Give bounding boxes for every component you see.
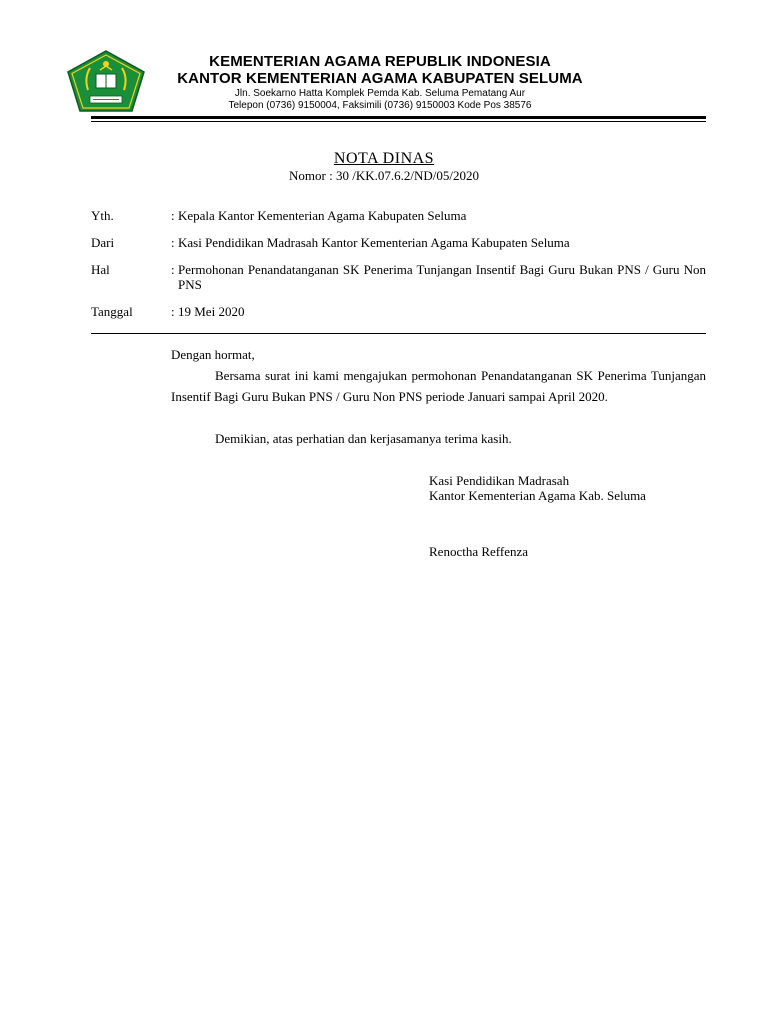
document-number: Nomor : 30 /KK.07.6.2/ND/05/2020	[289, 168, 479, 183]
field-colon: :	[171, 262, 175, 277]
field-colon: :	[171, 235, 175, 250]
field-colon: :	[171, 304, 175, 319]
field-value: 19 Mei 2020	[178, 304, 245, 319]
body-paragraph: Bersama surat ini kami mengajukan permohonan Penandatanganan SK Penerima Tunjangan Insentif Bagi Guru Bukan PNS / Guru Non PNS periode Januari sampai April 2020.	[171, 368, 706, 404]
field-colon: :	[171, 208, 175, 223]
field-value: Permohonan Penandatanganan SK Penerima Tunjangan Insentif Bagi Guru Bukan PNS / Guru Non PNS	[178, 262, 706, 292]
letterhead-rule-thin	[91, 121, 706, 122]
closing-sentence: Demikian, atas perhatian dan kerjasamanya terima kasih.	[215, 431, 512, 446]
office-contact: Telepon (0736) 9150004, Faksimili (0736) 9150003 Kode Pos 38576	[228, 100, 532, 111]
field-label: Yth.	[91, 208, 114, 223]
letterhead	[150, 53, 610, 112]
signer-office: Kantor Kementerian Agama Kab. Seluma	[429, 488, 646, 503]
signer-name: Renoctha Reffenza	[429, 544, 529, 559]
field-value: Kepala Kantor Kementerian Agama Kabupaten Seluma	[178, 208, 467, 223]
greeting: Dengan hormat,	[171, 347, 255, 362]
letterhead-rule-thick	[91, 116, 706, 119]
field-value: Kasi Pendidikan Madrasah Kantor Kementerian Agama Kabupaten Seluma	[178, 235, 570, 250]
field-label: Dari	[91, 235, 115, 250]
field-label: Hal	[91, 262, 110, 277]
kemenag-logo	[66, 50, 146, 112]
field-label: Tanggal	[91, 304, 133, 319]
office-name: KANTOR KEMENTERIAN AGAMA KABUPATEN SELUMA	[177, 70, 583, 87]
ministry-name: KEMENTERIAN AGAMA REPUBLIK INDONESIA	[209, 53, 551, 70]
signer-position: Kasi Pendidikan Madrasah	[429, 473, 570, 488]
document-title: NOTA DINAS	[333, 150, 435, 167]
header-separator	[91, 333, 706, 334]
office-address: Jln. Soekarno Hatta Komplek Pemda Kab. Seluma Pematang Aur	[234, 88, 526, 99]
